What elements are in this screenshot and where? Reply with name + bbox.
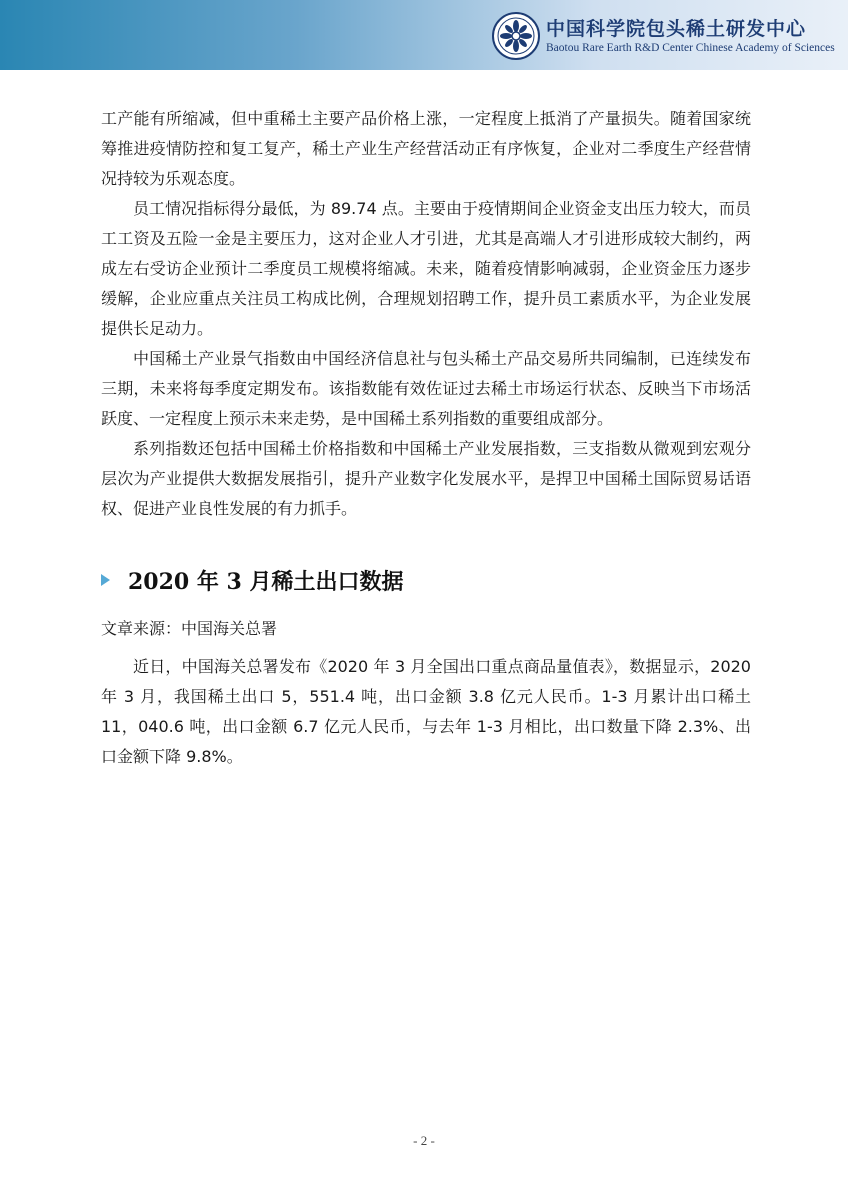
paragraph: 系列指数还包括中国稀土价格指数和中国稀土产业发展指数，三支指数从微观到宏观分层次为产业提供大数据发展指引，提升产业数字化发展水平，是捍卫中国稀土国际贸易话语权、促进产业良性发展的有力抓手。: [101, 439, 751, 518]
section-title: 2020 年 3 月稀土出口数据: [128, 568, 404, 595]
org-name-en: Baotou Rare Earth R&D Center Chinese Academy of Sciences: [546, 42, 835, 54]
header-banner: [0, 0, 848, 70]
page-number: - 2 -: [413, 1133, 435, 1148]
body-text: [101, 104, 751, 524]
cas-emblem-icon: [492, 12, 540, 60]
org-name-cn: 中国科学院包头稀土研发中心: [546, 18, 807, 40]
section-heading: [101, 560, 404, 600]
article-source: 文章来源：中国海关总署: [101, 619, 278, 638]
paragraph: 近日，中国海关总署发布《2020 年 3 月全国出口重点商品量值表》，数据显示，2020 年 3 月，我国稀土出口 5，551.4 吨，出口金额 3.8 亿元人民币。1-3 月累计出口稀土 11，040.6 吨，出口金额 6.7 亿元人民币，与去年 1-3 月相比，出口数量下降 2.3%、出口金额下降 9.8%。: [101, 657, 751, 766]
paragraph: 员工情况指标得分最低，为 89.74 点。主要由于疫情期间企业资金支出压力较大，而员工工资及五险一金是主要压力，这对企业人才引进，尤其是高端人才引进形成较大制约，两成左右受访企业预计二季度员工规模将缩减。未来，随着疫情影响减弱，企业资金压力逐步缓解，企业应重点关注员工构成比例，合理规划招聘工作，提升员工素质水平，为企业发展提供长足动力。: [101, 199, 751, 338]
section-body: [101, 652, 751, 772]
triangle-bullet-icon: [101, 574, 110, 586]
paragraph: 中国稀土产业景气指数由中国经济信息社与包头稀土产品交易所共同编制，已连续发布三期，未来将每季度定期发布。该指数能有效佐证过去稀土市场运行状态、反映当下市场活跃度、一定程度上预示未来走势，是中国稀土系列指数的重要组成部分。: [101, 349, 751, 428]
org-logo: [492, 11, 848, 61]
paragraph-continued: 工产能有所缩减，但中重稀土主要产品价格上涨，一定程度上抵消了产量损失。随着国家统筹推进疫情防控和复工复产，稀土产业生产经营活动正有序恢复，企业对二季度生产经营情况持较为乐观态度。: [101, 109, 751, 188]
